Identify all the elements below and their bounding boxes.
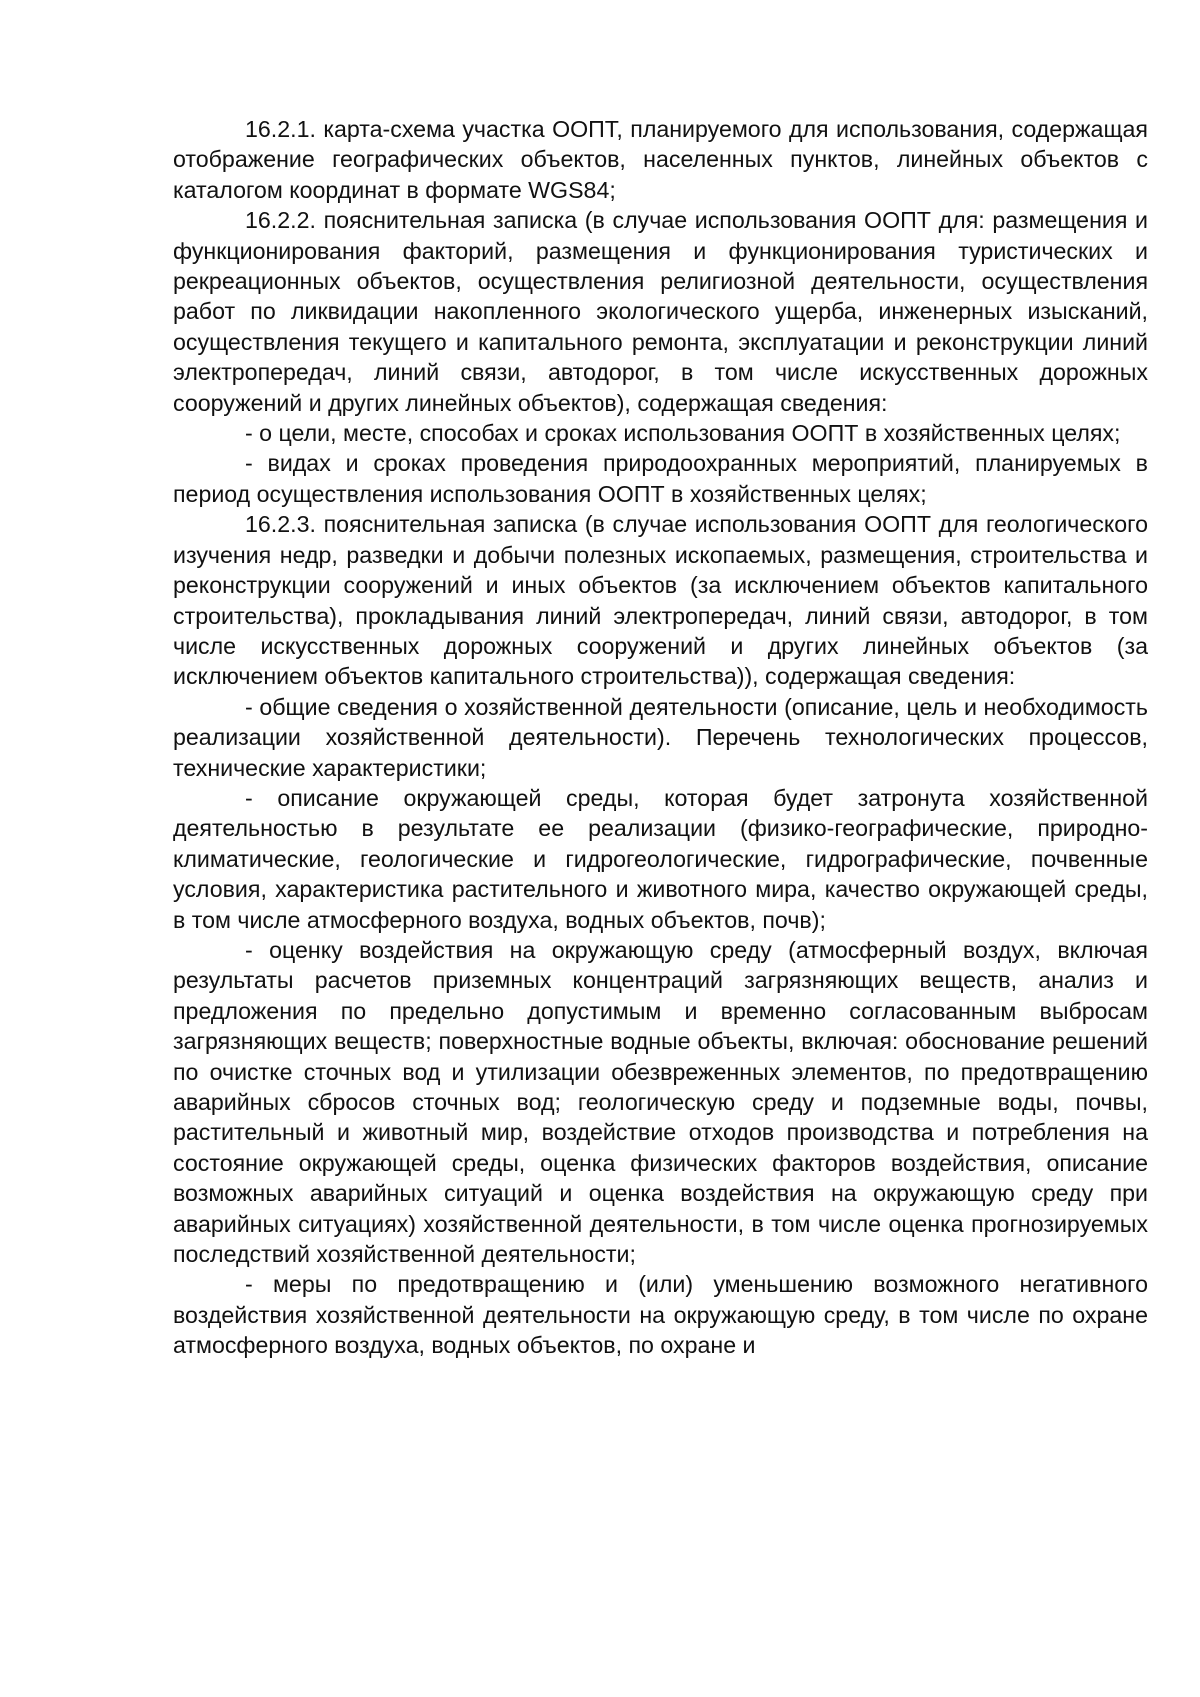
list-item-general-info: - общие сведения о хозяйственной деятельности (описание, цель и необходимость реализации хозяйственной деятельности). Перечень технологических процессов, технические характеристики; (173, 693, 1148, 781)
list-item-mitigation-measures: - меры по предотвращению и (или) уменьшению возможного негативного воздействия хозяйственной деятельности на окружающую среду, в том числе по охране атмосферного воздуха, водных объектов, по охране и (173, 1271, 1148, 1359)
paragraph-16-2-2: 16.2.2. пояснительная записка (в случае использования ООПТ для: размещения и функционирования факторий, размещения и функционирования туристических и рекреационных объектов, осуществления религиозной деятельности, осуществления работ по ликвидации накопленного экологического ущерба, инженерных изысканий, осуществления текущего и капитального ремонта, эксплуатации и реконструкции линий электропередач, линий связи, автодорог, в том числе искусственных дорожных сооружений и других линейных объектов), содержащая сведения: (173, 207, 1148, 416)
paragraph-16-2-1: 16.2.1. карта-схема участка ООПТ, планируемого для использования, содержащая отображение географических объектов, населенных пунктов, линейных объектов с каталогом координат в формате WGS84; (173, 116, 1148, 203)
paragraph-16-2-3: 16.2.3. пояснительная записка (в случае использования ООПТ для геологического изучения недр, разведки и добычи полезных ископаемых, размещения, строительства и реконструкции сооружений и иных объектов (за исключением объектов капитального строительства), прокладывания линий электропередач, линий связи, автодорог, в том числе искусственных дорожных сооружений и других линейных объектов (за исключением объектов капитального строительства)), содержащая сведения: (173, 511, 1148, 690)
list-item-measures-timing: - видах и сроках проведения природоохранных мероприятий, планируемых в период осуществления использования ООПТ в хозяйственных целях; (173, 450, 1148, 507)
list-item-environment-description: - описание окружающей среды, которая будет затронута хозяйственной деятельностью в результате ее реализации (физико-географические, природно-климатические, геологические и гидрогеологические, гидрографические, почвенные условия, характеристика растительного и животного мира, качество окружающей среды, в том числе атмосферного воздуха, водных объектов, почв); (173, 784, 1148, 933)
document-body (173, 114, 1148, 1361)
list-item-impact-assessment: - оценку воздействия на окружающую среду (атмосферный воздух, включая результаты расчетов приземных концентраций загрязняющих веществ, анализ и предложения по предельно допустимым и временно согласованным выбросам загрязняющих веществ; поверхностные водные объекты, включая: обоснование решений по очистке сточных вод и утилизации обезвреженных элементов, по предотвращению аварийных сбросов сточных вод; геологическую среду и подземные воды, почвы, растительный и животный мир, воздействие отходов производства и потребления на состояние окружающей среды, оценка физических факторов воздействия, описание возможных аварийных ситуаций и оценка воздействия на окружающую среду при аварийных ситуациях) хозяйственной деятельности, в том числе оценка прогнозируемых последствий хозяйственной деятельности; (173, 936, 1148, 1268)
list-item-goal-place: - о цели, месте, способах и сроках использования ООПТ в хозяйственных целях; (245, 420, 1121, 447)
